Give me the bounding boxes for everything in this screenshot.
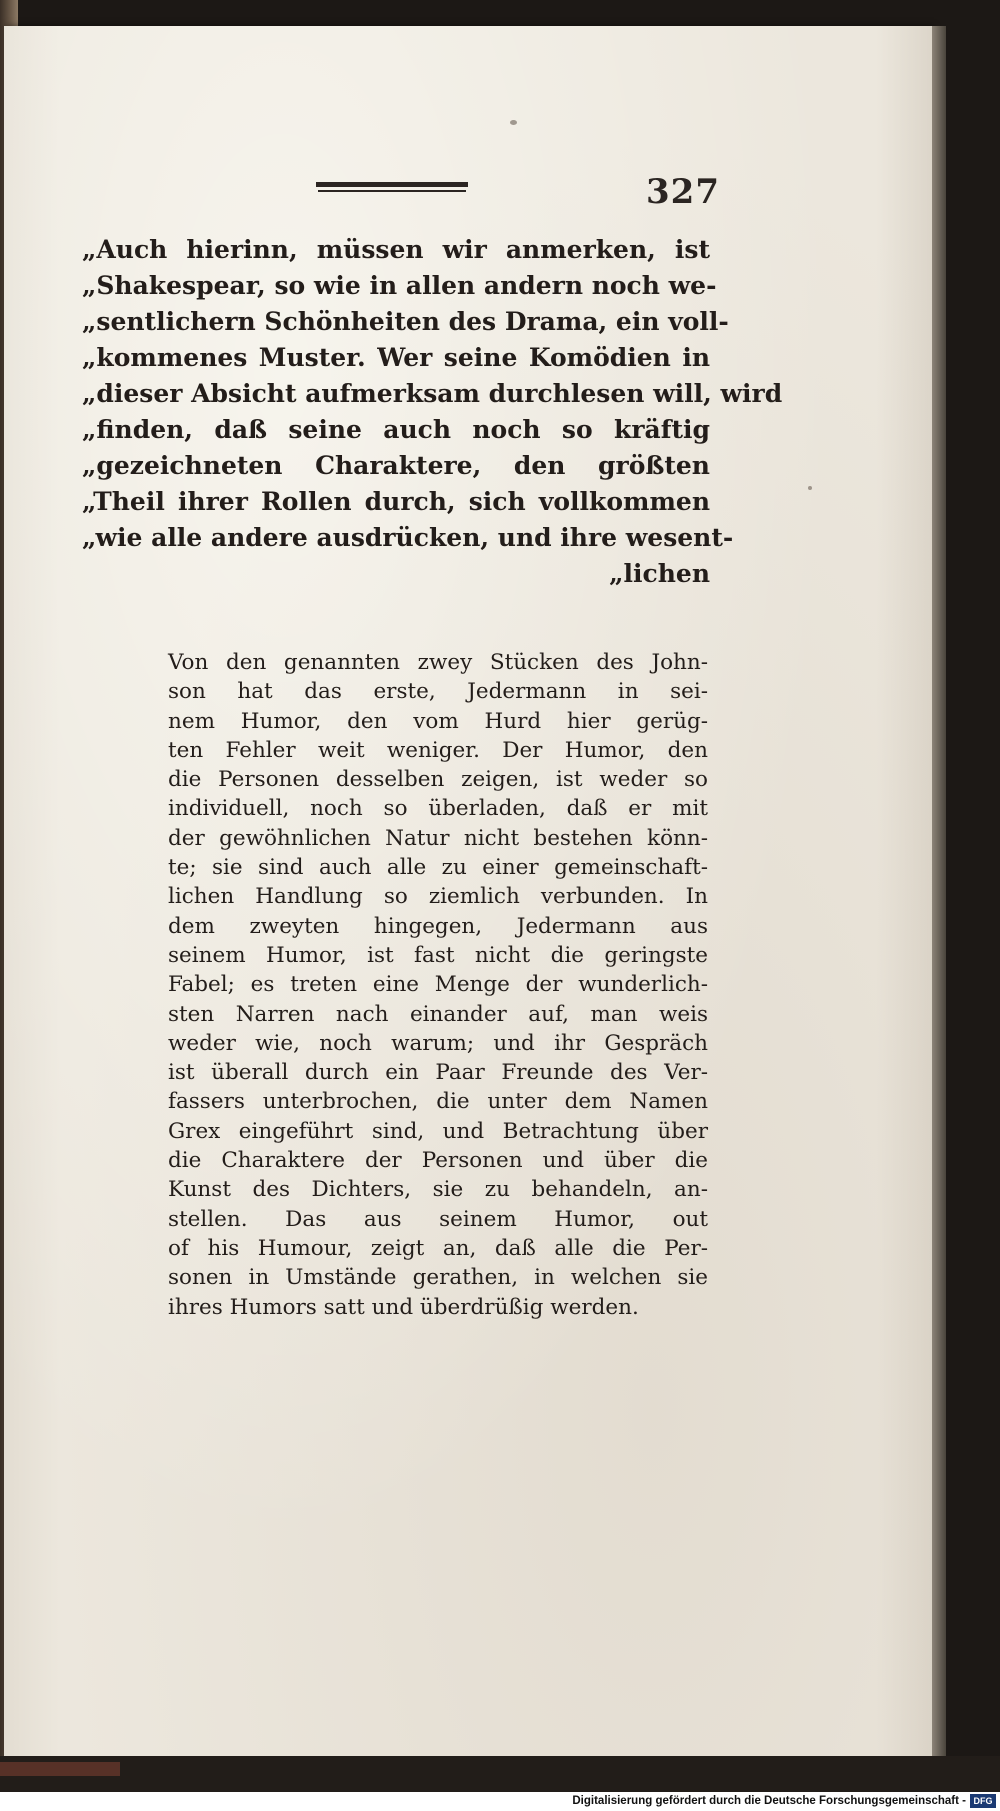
funding-credit: Digitalisierung gefördert durch die Deutsche Forschungsgemeinschaft - xyxy=(572,1795,966,1807)
footnote-line: te; sie sind auch alle zu einer gemeinschaft- xyxy=(168,855,708,881)
main-text-line: „Theil ihrer Rollen durch, sich vollkommen xyxy=(82,487,710,516)
page-fore-edge xyxy=(932,26,946,1756)
footnote-line: sten Narren nach einander auf, man weis xyxy=(168,1001,708,1027)
main-text-line: „wie alle andere ausdrücken, und ihre wesent- xyxy=(82,523,734,552)
main-text-block xyxy=(82,232,783,592)
footnote-line: Fabel; es treten eine Menge der wunderlich- xyxy=(168,972,708,998)
footnote-line: die Personen desselben zeigen, ist weder so xyxy=(168,767,708,793)
main-text-line: „Shakespear, so wie in allen andern noch we- xyxy=(82,271,717,300)
footnote-line: ist überall durch ein Paar Freunde des Ver- xyxy=(168,1060,708,1086)
main-text-line: „Auch hierinn, müssen wir anmerken, ist xyxy=(82,235,710,264)
scan-bottom-band xyxy=(0,1756,1000,1792)
footnote-line: son hat das erste, Jedermann in sei- xyxy=(168,679,708,705)
footnote-line: ihres Humors satt und überdrüßig werden. xyxy=(168,1294,639,1320)
header-rule-thin xyxy=(318,190,466,192)
main-text-line: „gezeichneten Charaktere, den größten xyxy=(82,451,710,480)
header-rule xyxy=(316,182,468,194)
footnote-line: der gewöhnlichen Natur nicht bestehen könn- xyxy=(168,825,708,851)
footnote-line: of his Humour, zeigt an, daß alle die Per- xyxy=(168,1235,708,1261)
footnote-line: Von den genannten zwey Stücken des John- xyxy=(168,650,708,675)
main-text-line: „finden, daß seine auch noch so kräftig xyxy=(82,415,710,444)
paper-speck xyxy=(510,120,517,125)
footnote-line: die Charaktere der Personen und über die xyxy=(168,1148,708,1174)
header-rule-thick xyxy=(316,182,468,187)
cover-edge xyxy=(0,1762,120,1776)
footnote-line: Kunst des Dichters, sie zu behandeln, an- xyxy=(168,1177,708,1203)
footnote-block xyxy=(168,648,708,1322)
footnote-line: nem Humor, den vom Hurd hier gerüg- xyxy=(168,708,708,734)
footnote-line: Grex eingeführt sind, und Betrachtung über xyxy=(168,1118,708,1144)
footnote-line: dem zweyten hingegen, Jedermann aus xyxy=(168,913,708,939)
footnote-line: stellen. Das aus seinem Humor, out xyxy=(168,1206,708,1232)
footnote-line: individuell, noch so überladen, daß er mit xyxy=(168,796,708,822)
main-text-line: „kommenes Muster. Wer seine Komödien in xyxy=(82,343,710,372)
footnote-line: fassers unterbrochen, die unter dem Namen xyxy=(168,1089,708,1115)
main-text-line: „sentlichern Schönheiten des Drama, ein voll- xyxy=(82,307,729,336)
page-number: 327 xyxy=(646,172,720,212)
footnote-line: seinem Humor, ist fast nicht die geringste xyxy=(168,942,708,968)
main-text-catchword: „lichen xyxy=(609,559,710,588)
paper-speck xyxy=(808,486,812,490)
footnote-line: ten Fehler weit weniger. Der Humor, den xyxy=(168,737,708,763)
footnote-line: lichen Handlung so ziemlich verbunden. In xyxy=(168,884,708,910)
footnote-line: weder wie, noch warum; und ihr Gespräch xyxy=(168,1030,708,1056)
main-text-line: „dieser Absicht aufmerksam durchlesen will, wird xyxy=(82,379,783,408)
dfg-logo-icon: DFG xyxy=(970,1794,996,1808)
digitization-footer xyxy=(0,1792,1000,1811)
footnote-line: sonen in Umstände gerathen, in welchen sie xyxy=(168,1265,708,1291)
